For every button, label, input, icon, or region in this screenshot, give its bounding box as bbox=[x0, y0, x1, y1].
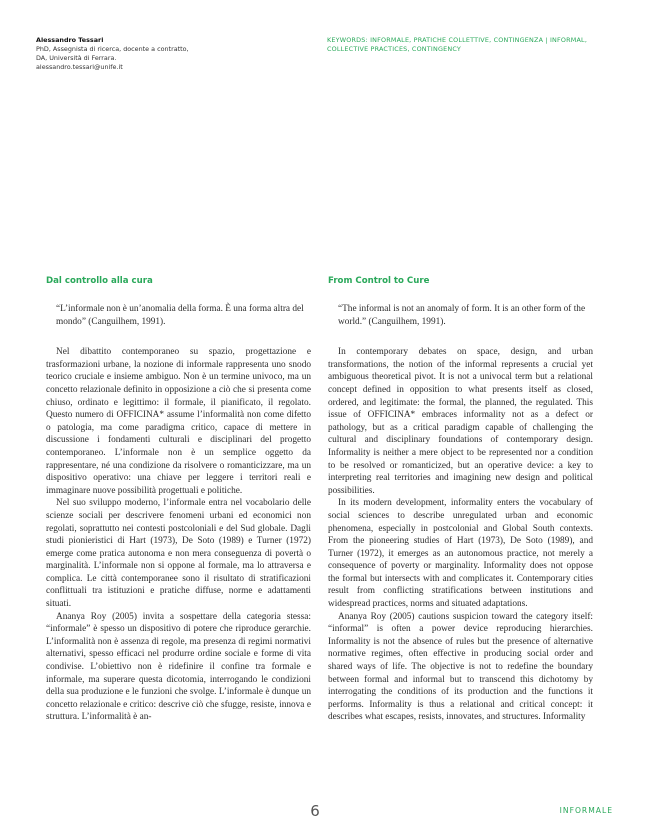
author-block bbox=[36, 36, 296, 72]
author-email: alessandro.tessari@unife.it bbox=[36, 63, 123, 71]
italian-quote: “L’informale non è un’anomalia della forma. È una forma altra del mondo” (Canguilhem, 1991). bbox=[56, 304, 304, 327]
author-affiliation-line1: PhD, Assegnista di ricerca, docente a contratto, bbox=[36, 45, 189, 53]
page-number: 6 bbox=[310, 802, 320, 820]
keywords: KEYWORDS: INFORMALE, PRATICHE COLLETTIVE, CONTINGENZA | INFORMAL, COLLECTIVE PRACTICES, CONTINGENCY bbox=[327, 36, 588, 53]
english-paragraph-3: Ananya Roy (2005) cautions suspicion toward the category itself: “informal” is often a power device reproducing hierarchies. Informality is not the absence of rules but the presence of alternative normative regimes, often effective in producing social order and shared ways of life. The objective is not to redefine the boundary between formal and informal but to transcend this dichotomy by interrogating the conditions of its production and the functions it performs. Informality is thus a relational and critical concept: it describes what escapes, resists, innovates, and structures. Informality bbox=[328, 611, 593, 723]
italian-column bbox=[46, 276, 311, 724]
english-column bbox=[328, 276, 593, 724]
italian-heading: Dal controllo alla cura bbox=[46, 276, 153, 286]
italian-paragraph-3: Ananya Roy (2005) invita a sospettare della categoria stessa: “informale” è spesso un dispositivo di potere che riproduce gerarchie. L’informalità non è assenza di regole, ma presenza di regimi normativi alternativi, spesso efficaci nel produrre ordine sociale e forme di vita condivise. L’obiettivo non è ridefinire il confine tra formale e informale, ma superare questa dicotomia, interrogando le condizioni della sua produzione e le funzioni che svolge. L’informale è dunque un concetto relazionale e critico: descrive ciò che sfugge, resiste, innova e struttura. L’informalità è an- bbox=[46, 611, 311, 723]
author-affiliation-line2: DA, Università di Ferrara. bbox=[36, 54, 117, 62]
english-heading: From Control to Cure bbox=[328, 276, 430, 286]
english-paragraph-2: In its modern development, informality enters the vocabulary of social sciences to describe unregulated urban and economic phenomena, especially in postcolonial and Global South contexts. From the pioneering studies of Hart (1973), De Soto (1989), and Turner (1972), it emerges as an autonomous practice, not merely a consequence of poverty or marginality. Informality does not oppose the formal but intersects with and complicates it. Contemporary cities result from conflicting stratifications between institutions and widespread practices, norms and situated adaptations. bbox=[328, 498, 593, 610]
italian-paragraph-1: Nel dibattito contemporaneo su spazio, progettazione e trasformazioni urbane, la nozione di informale rappresenta uno snodo teorico cruciale e insieme ambiguo. Non è un termine univoco, ma un concetto relazionale definito in opposizione a ciò che si presenta come chiuso, ordinato e legittimo: il formale, il pianificato, il regolato. Questo numero di OFFICINA* assume l’informalità non come difetto o patologia, ma come paradigma critico, capace di mettere in discussione i fondamenti culturali e disciplinari del progetto contemporaneo. L’informale non è un semplice oggetto da rappresentare, né una condizione da risolvere o romanticizzare, ma un dispositivo operativo: una chiave per leggere i territori reali e immaginare nuove possibilità progettuali e politiche. bbox=[46, 347, 311, 496]
author-name: Alessandro Tessari bbox=[36, 36, 104, 44]
english-paragraph-1: In contemporary debates on space, design, and urban transformations, the notion of the informal represents a crucial yet ambiguous theoretical pivot. It is not a univocal term but a relational concept defined in opposition to what presents itself as closed, ordered, and legitimate: the formal, the planned, the regulated. This issue of OFFICINA* embraces informality not as a defect or pathology, but as a critical paradigm capable of challenging the cultural and disciplinary foundations of contemporary design. Informality is neither a mere object to be represented nor a condition to be resolved or romanticized, but an operative device: a key to interpreting real territories and imagining new design and political possibilities. bbox=[328, 347, 593, 496]
english-quote: “The informal is not an anomaly of form. It is an other form of the world.” (Canguilhem, 1991). bbox=[338, 304, 586, 327]
running-head: INFORMALE bbox=[559, 806, 613, 815]
italian-paragraph-2: Nel suo sviluppo moderno, l’informale entra nel vocabolario delle scienze sociali per descrivere fenomeni urbani ed economici non regolati, soprattutto nei contesti postcoloniali e del Sud globale. Dagli studi pionieristici di Hart (1973), De Soto (1989) e Turner (1972) emerge come pratica autonoma e non mera conseguenza di povertà o marginalità. L’informale non si oppone al formale, ma lo attraversa e complica. Le città contemporanee sono il risultato di stratificazioni conflittuali tra istituzioni e pratiche diffuse, norme e adattamenti situati. bbox=[46, 498, 311, 610]
